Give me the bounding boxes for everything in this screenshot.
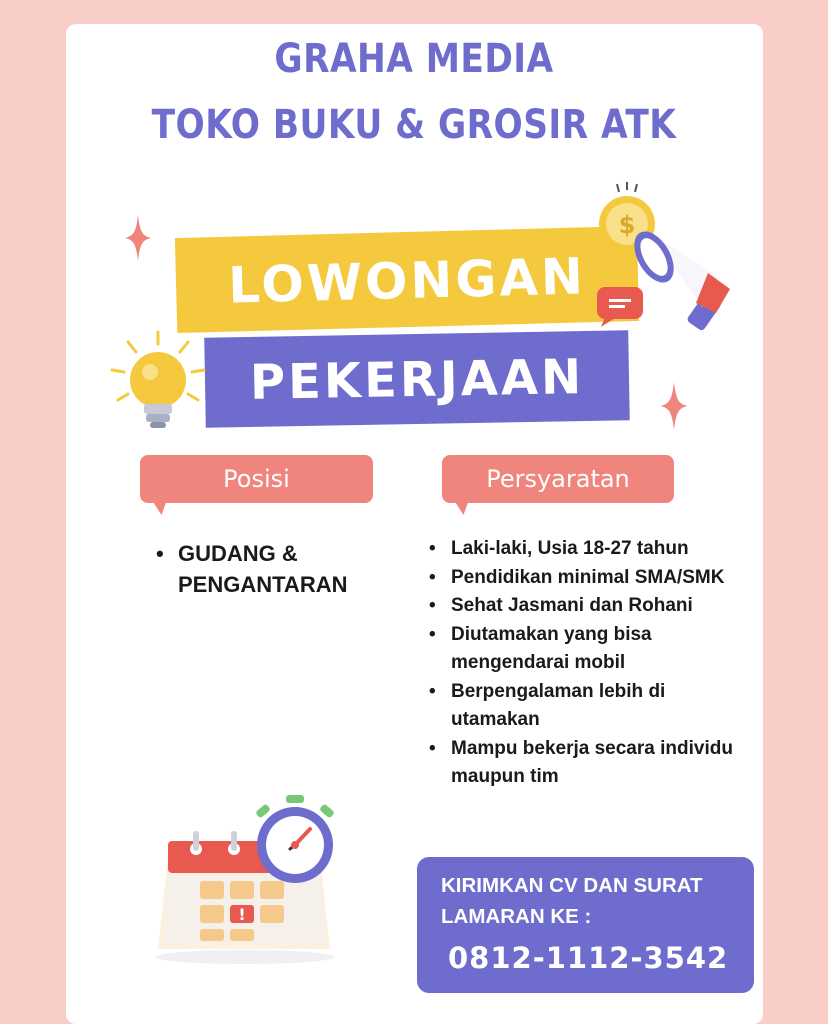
banner-lowongan [175, 226, 639, 333]
posisi-list [156, 538, 406, 600]
contact-instruction: KIRIMKAN CV DAN SURAT LAMARAN KE : [441, 874, 703, 928]
sparkle-icon [660, 382, 688, 430]
posisi-label: Posisi [140, 455, 373, 503]
persyaratan-label: Persyaratan [442, 455, 674, 503]
company-name: GRAHA MEDIA [274, 36, 554, 82]
svg-text:$: $ [618, 211, 636, 239]
stopwatch-icon [252, 793, 338, 885]
contact-box [417, 857, 754, 993]
list-item: • Diutamakan yang bisa mengendarai mobil [429, 621, 749, 678]
megaphone-icon [632, 215, 744, 333]
list-item: • GUDANG & PENGANTARAN [156, 538, 406, 600]
banner-line2: PEKERJAAN [249, 349, 585, 411]
lightbulb-icon [108, 330, 214, 436]
persyaratan-list [429, 535, 749, 792]
list-item: • Sehat Jasmani dan Rohani [429, 592, 749, 621]
list-item: • Mampu bekerja secara individu maupun tim [429, 735, 749, 792]
list-item: • Berpengalaman lebih di utamakan [429, 678, 749, 735]
list-item: • Laki-laki, Usia 18-27 tahun [429, 535, 749, 564]
list-item: • Pendidikan minimal SMA/SMK [429, 564, 749, 593]
contact-phone[interactable]: 0812-1112-3542 [448, 941, 729, 975]
banner-pekerjaan [204, 330, 630, 427]
chat-bubble-icon [597, 287, 645, 327]
sparkle-icon [125, 215, 151, 261]
banner-line1: LOWONGAN [227, 247, 587, 315]
svg-text:!: ! [238, 905, 246, 924]
company-tagline: TOKO BUKU & GROSIR ATK [151, 102, 677, 148]
